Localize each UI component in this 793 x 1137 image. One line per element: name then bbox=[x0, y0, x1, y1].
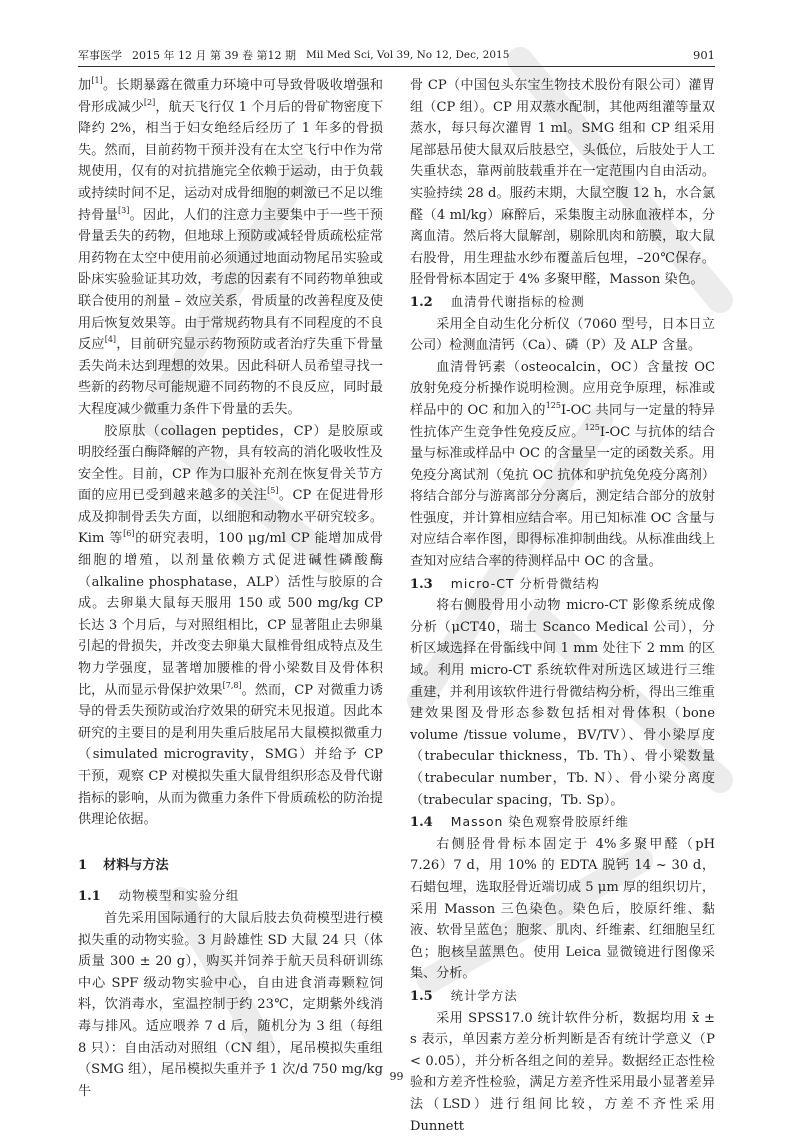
issue-date-cn: 2015 年 12 月 第 39 卷 第12 期 bbox=[132, 49, 296, 62]
paragraph-text: I-OC 与抗体的结合量与标准或样品中 OC 的含量呈一定的函数关系。用免疫分离试剂（兔抗 OC 抗体和驴抗兔免疫分离剂）将结合部分与游离部分分离后，测定结合部分的放射性强度，并计算相应结合率。用已知标准 OC 含量与对应结合率作图，即得标准抑制曲线。从标准曲线上查知对应结合率的待测样品中 OC 的含量。 bbox=[410, 424, 716, 570]
paragraph bbox=[410, 314, 715, 357]
citation-superscript: [6] bbox=[123, 529, 135, 539]
paragraph bbox=[410, 357, 715, 573]
heading-title: 统计学方法 bbox=[450, 987, 518, 1003]
paragraph-text: ，目前研究显示药物预防或者治疗失重下骨量丢失尚未达到理想的效果。因此科研人员希望寻找一些新的药物尽可能规避不同药物的不良反应，同时最大程度减少微重力条件下骨量的丢失。 bbox=[78, 337, 384, 417]
paragraph-text: 采用 SPSS17.0 统计软件分析，数据均用 x̄ ± s 表示，单因素方差分析判断是否有统计学意义（P < 0.05），并分析各组之间的差异。数据经正态性检验和方差齐性检验，满足方差齐性采用最小显著差异法（LSD）进行组间比较，方差不齐性采用 Dunnett bbox=[410, 1010, 715, 1134]
journal-page-number: 901 bbox=[693, 48, 715, 62]
section-heading bbox=[78, 855, 383, 877]
paragraph-text: 右侧胫骨骨标本固定于 4%多聚甲醛（pH 7.26）7 d，用 10% 的 EDTA 脱钙 14 ~ 30 d，石蜡包埋，选取胫骨近端切成 5 μm 厚的组织切片，采用 Masson 三色染色。染色后，胶原纤维、黏液、软骨呈蓝色；胞浆、肌肉、纤维素、红细胞呈红色；胞核呈蓝黑色。使用 Leica 显微镜进行图像采集、分析。 bbox=[410, 836, 715, 982]
paragraph-text: ，航天飞行仅 1 个月后的骨矿物密度下降约 2%，相当于妇女绝经后经历了 1 年多的骨损失。然而，目前药物干预并没有在太空飞行中作为常规使用，仅有的对抗措施完全依赖于运动，由于负载或持续时间不足，运动对成骨细胞的刺激已不足以维持骨量 bbox=[78, 99, 384, 223]
heading-number: 1.5 bbox=[410, 988, 433, 1004]
heading-number: 1.1 bbox=[78, 889, 101, 905]
heading-number: 1.2 bbox=[410, 294, 433, 310]
subsection-heading bbox=[410, 291, 715, 314]
subsection-heading bbox=[410, 573, 715, 596]
paragraph-text: 。然而，CP 对微重力诱导的骨丢失预防或治疗效果的研究未见报道。因此本研究的主要目的是利用失重后肢尾吊大鼠模拟微重力（simulated microgravity，SMG）并给予 CP 干预，观察 CP 对模拟失重大鼠骨组织形态及骨代谢指标的影响，从而为微重力条件下骨质疏松的防治提供理论依据。 bbox=[78, 682, 383, 828]
journal-citation-en: Mil Med Sci, Vol 39, No 12, Dec, 2015 bbox=[305, 49, 510, 61]
left-column bbox=[78, 75, 383, 1102]
heading-title: micro-CT 分析骨微结构 bbox=[450, 575, 600, 591]
paragraph bbox=[410, 75, 715, 291]
paragraph-text: 。长期暴露在微重力环境中可导致骨吸收增强和骨形成减少 bbox=[78, 78, 384, 115]
citation-superscript: [4] bbox=[104, 335, 117, 345]
paragraph-text: I-OC 共同与一定量的特异性抗体产生竞争性免疫反应。 bbox=[410, 402, 715, 440]
subsection-heading bbox=[410, 985, 715, 1008]
running-header bbox=[78, 44, 715, 67]
paragraph-text: 。CP 在促进骨形成及抑制骨丢失方面，以细胞和动物水平研究较多。Kim 等 bbox=[78, 488, 383, 547]
subsection-heading bbox=[78, 885, 383, 908]
paragraph-text: 胶原肽（collagen peptides，CP）是胶原或明胶经蛋白酶降解的产物，具有较高的消化吸收性及安全性。目前，CP 作为口服补充剂在恢复骨关节方面的应用已受到越来越多的关注 bbox=[78, 423, 383, 504]
citation-superscript: [1] bbox=[91, 76, 103, 85]
subsection-heading bbox=[410, 811, 715, 834]
paragraph-text: 的研究表明，100 μg/ml CP 能增加成骨细胞的增殖，以剂量依赖方式促进碱性磷酸酶（alkaline phosphatase，ALP）活性与胶原的合成。去卵巢大鼠每天服用 150 或 500 mg/kg CP 长达 3 个月后，与对照组相比，CP 显著阻止去卵巢引起的骨损失，并改变去卵巢大鼠椎骨组成特点及生物力学强度，显著增加腰椎的骨小梁数目及骨体积比，从而显示骨保护效果 bbox=[78, 531, 383, 698]
citation-superscript: 125 bbox=[584, 422, 600, 432]
paragraph bbox=[78, 75, 383, 421]
heading-title: Masson 染色观察骨胶原纤维 bbox=[450, 814, 629, 830]
paragraph-text: 。因此，人们的注意力主要集中于一些干预骨量丢失的药物，但地球上预防或减轻骨质疏松症常用药物在太空中使用前必须通过地面动物尾吊实验或卧床实验验证其功效，考虑的因素有不同药物单独或联合使用的剂量 – 效应关系，骨质量的改善程度及使用后恢复效果等。由于常规药物具有不同程度的不良反应 bbox=[78, 207, 384, 353]
heading-title: 血清骨代谢指标的检测 bbox=[450, 293, 585, 309]
right-column bbox=[410, 75, 715, 1137]
paragraph-text: 首先采用国际通行的大鼠后肢去负荷模型进行模拟失重的动物实验。3 月龄雄性 SD 大鼠 24 只（体质量 300 ± 20 g），购买并饲养于航天员科研训练中心 SPF 级动物实验中心，自由进食消毒颗粒饲料，饮消毒水，室温控制于约 23℃，定期紫外线消毒与排风。适应喂养 7 d 后，随机分为 3 组（每组 8 只）：自由活动对照组（CN 组），尾吊模拟失重组（SMG 组），尾吊模拟失重并予 1 次/d 750 mg/kg 牛 bbox=[78, 910, 383, 1099]
heading-number: 1.4 bbox=[410, 815, 433, 831]
page-footer-number: 99 bbox=[389, 1070, 404, 1083]
citation-superscript: 125 bbox=[545, 400, 561, 410]
heading-number: 1 bbox=[78, 857, 88, 873]
heading-title: 材料与方法 bbox=[103, 857, 169, 873]
heading-number: 1.3 bbox=[410, 576, 433, 592]
citation-superscript: [7,8] bbox=[222, 680, 242, 690]
heading-title: 动物模型和实验分组 bbox=[118, 888, 240, 904]
paragraph-text: 采用全自动生化分析仪（7060 型号，日本日立公司）检测血清钙（Ca）、磷（P）及 ALP 含量。 bbox=[410, 316, 715, 354]
paragraph-text: 将右侧股骨用小动物 micro-CT 影像系统成像分析（μCT40，瑞士 Scanco Medical 公司），分析区域选择在骨骺线中间 1 mm 处往下 2 mm 的区域。利用 micro-CT 系统软件对所选区域进行三维重建，并利用该软件进行骨微结构分析，得出三维重建效果图及骨形态参数包括相对骨体积（bone volume /tissue volume，BV/TV）、骨小梁厚度（trabecular thickness，Tb. Th）、骨小梁数量（trabecular number，Tb. N）、骨小梁分离度（trabecular spacing，Tb. Sp）。 bbox=[410, 598, 715, 808]
citation-superscript: [5] bbox=[267, 486, 279, 496]
journal-name-cn: 军事医学 bbox=[78, 49, 122, 62]
paragraph-text: 加 bbox=[78, 78, 92, 93]
paragraph-text: 骨 CP（中国包头东宝生物技术股份有限公司）灌胃组（CP 组）。CP 用双蒸水配制，其他两组灌等量双蒸水，每只每次灌胃 1 ml。SMG 组和 CP 组采用尾部悬吊使大鼠双后肢悬空，头低位，后肢处于人工失重状态，靠两前肢载重并在一定范围内自由活动。实验持续 28 d。服药末期，大鼠空腹 12 h，水合氯醛（4 ml/kg）麻醉后，采集腹主动脉血液样本，分离血清。然后将大鼠解剖，剔除肌肉和筋膜，取大鼠右股骨，用生理盐水纱布覆盖后包埋，–20℃保存。胫骨骨标本固定于 4% 多聚甲醛，Masson 染色。 bbox=[410, 78, 715, 288]
paragraph-text: 血清骨钙素（osteocalcin，OC）含量按 OC 放射免疫分析操作说明检测。应用竞争原理，标准或样品中的 OC 和加入的 bbox=[410, 359, 715, 418]
paragraph bbox=[78, 421, 383, 831]
citation-superscript: [3] bbox=[118, 205, 130, 215]
paragraph bbox=[410, 834, 715, 985]
citation-superscript: [2] bbox=[143, 97, 156, 107]
paragraph bbox=[410, 595, 715, 811]
